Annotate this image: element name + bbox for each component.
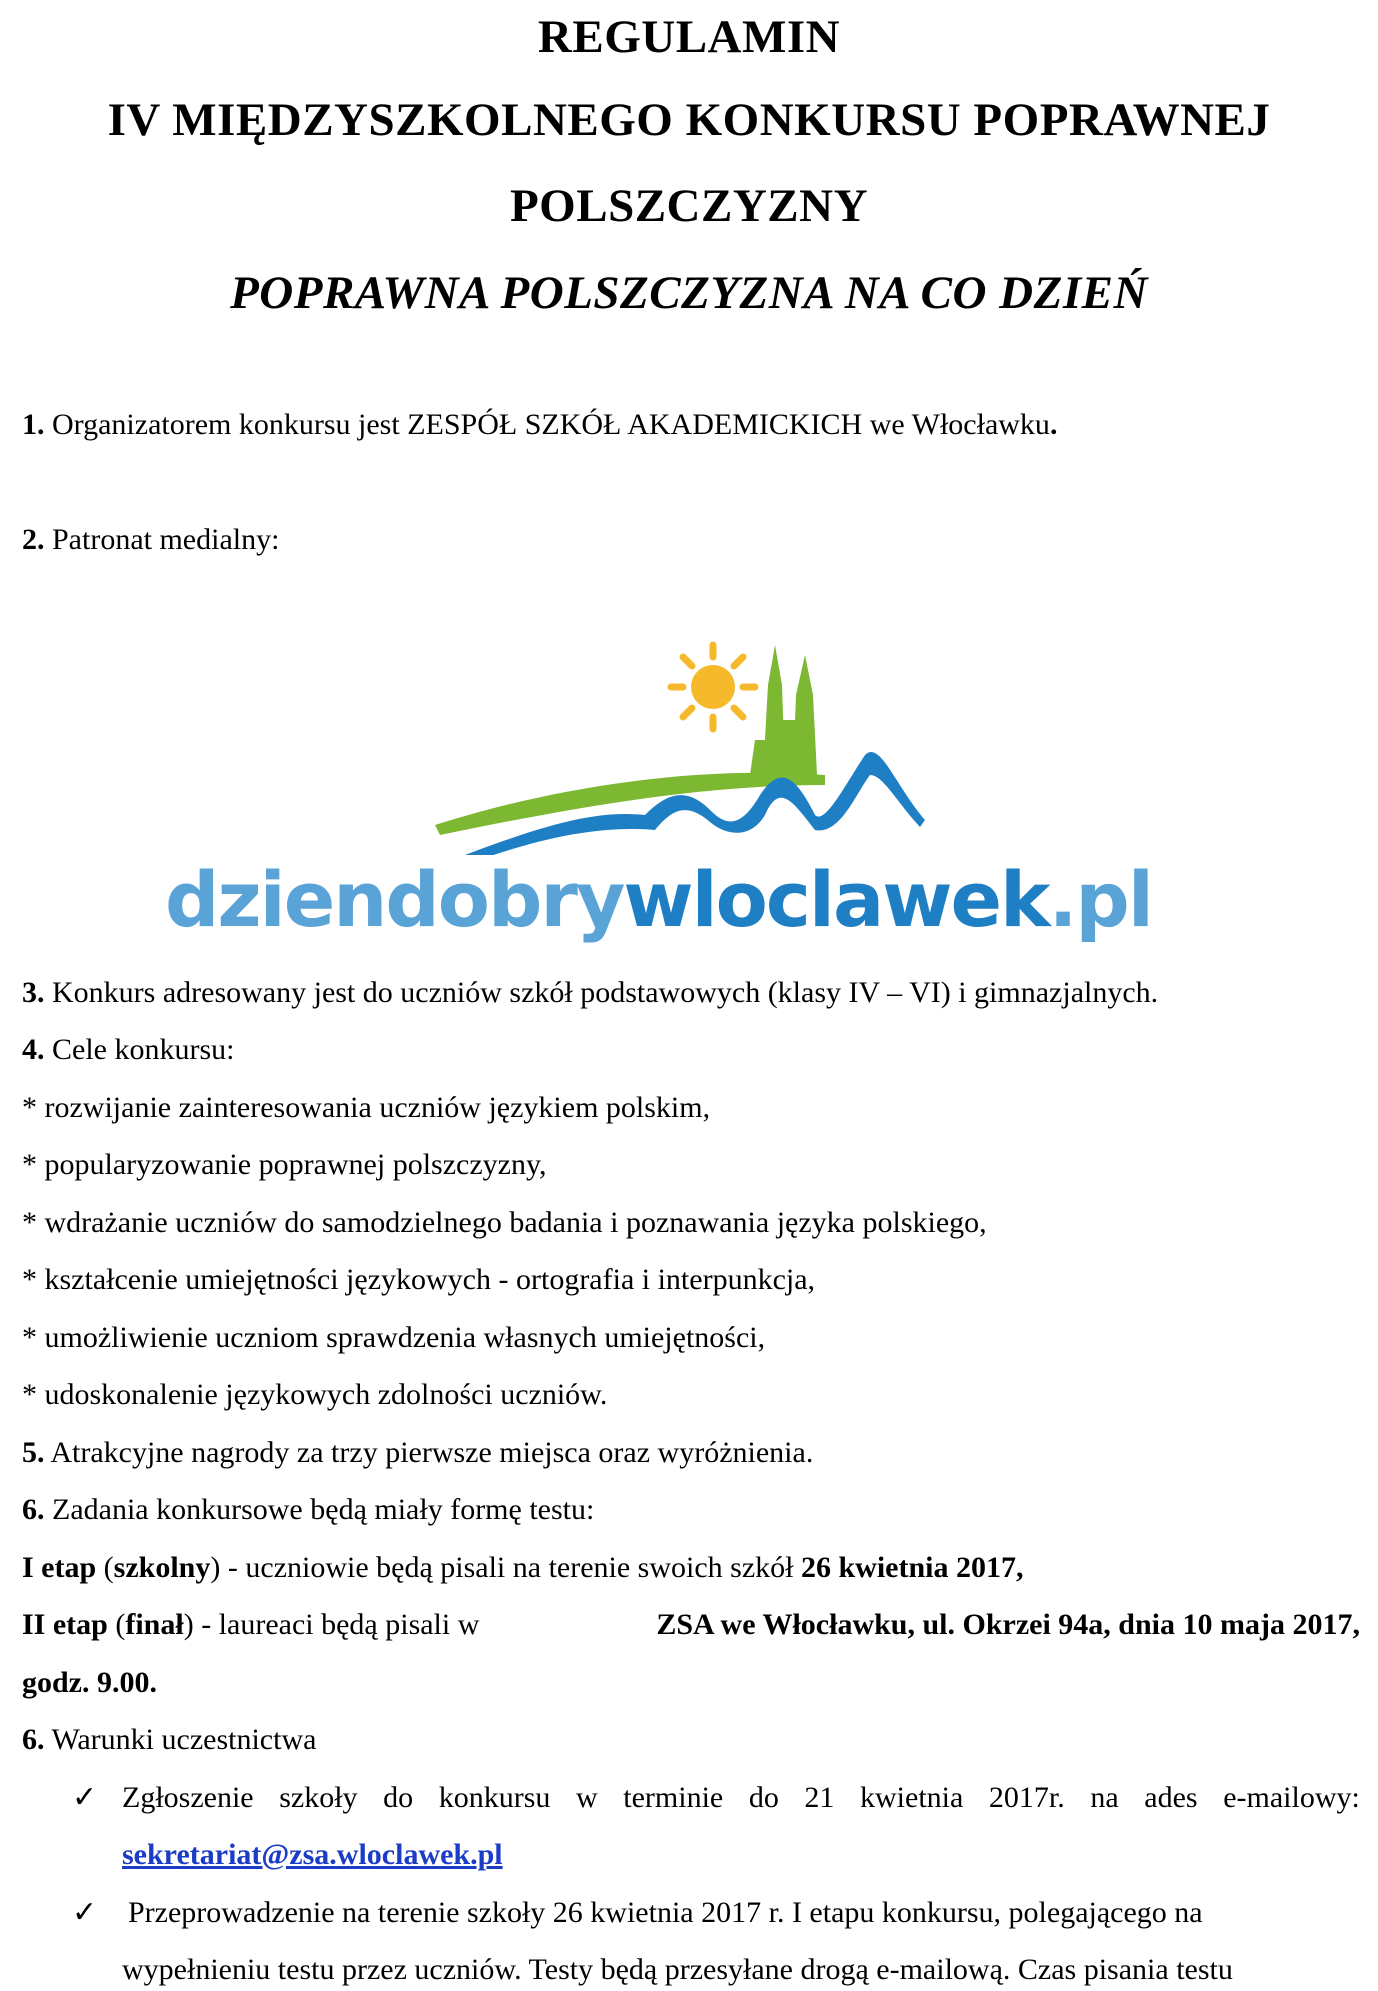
stage-1-type: szkolny <box>113 1551 211 1584</box>
word: szkoły <box>279 1781 358 1814</box>
word: Zgłoszenie <box>122 1781 254 1814</box>
word: w <box>576 1781 598 1814</box>
word: ades <box>1144 1781 1198 1814</box>
word: e-mailowy: <box>1223 1781 1360 1814</box>
stage-2-text: ) - laureaci będą pisali w <box>183 1608 480 1641</box>
sun-icon <box>671 645 755 729</box>
word: konkursu <box>438 1781 551 1814</box>
stage-1-text: ) - uczniowie będą pisali na terenie swoich szkół <box>210 1551 801 1584</box>
section-1 <box>22 410 1057 440</box>
goal-item: * popularyzowanie poprawnej polszczyzny, <box>22 1148 547 1181</box>
section-5 <box>22 1438 813 1468</box>
word: 21 <box>804 1781 835 1814</box>
section-2-text: Patronat medialny: <box>44 523 280 556</box>
stage-2-paren-open: ( <box>107 1608 126 1641</box>
section-3 <box>22 978 1158 1008</box>
section-3-text: Konkurs adresowany jest do uczniów szkół podstawowych (klasy IV – VI) i gimnazjalnych. <box>44 976 1159 1009</box>
stage-1-label: I etap <box>22 1551 97 1584</box>
stage-2-time <box>22 1668 157 1698</box>
stage-2-location-date: ZSA we Włocławku, ul. Okrzei 94a, dnia 10 maja 2017, <box>656 1608 1360 1641</box>
cathedral-icon <box>750 645 817 775</box>
stage-2-label: II etap <box>22 1608 108 1641</box>
logo-part-dziendobry: dziendobry <box>165 855 624 944</box>
section-7-number: 6. <box>22 1723 45 1756</box>
logo-part-wloclawek: wloclawek <box>623 855 1049 944</box>
section-7 <box>22 1725 316 1755</box>
word: 2017r. <box>988 1781 1065 1814</box>
section-5-text: Atrakcyjne nagrody za trzy pierwsze miejsca oraz wyróżnienia. <box>44 1436 814 1469</box>
logo-graphic <box>165 625 1025 855</box>
section-4-number: 4. <box>22 1033 45 1066</box>
checkmark-icon: ✓ <box>72 1781 98 1814</box>
stage-2-left <box>22 1610 479 1640</box>
stage-2-hour: godz. 9.00. <box>22 1666 157 1699</box>
goal-item: * kształcenie umiejętności językowych - ortografia i interpunkcja, <box>22 1263 816 1296</box>
section-2-number: 2. <box>22 523 45 556</box>
subtitle: POPRAWNA POLSZCZYZNA NA CO DZIEŃ <box>230 267 1148 319</box>
email-link[interactable]: sekretariat@zsa.wloclawek.pl <box>122 1838 503 1871</box>
section-4-text: Cele konkursu: <box>44 1033 235 1066</box>
stage-2-type: finał <box>125 1608 184 1641</box>
goal-item: * wdrażanie uczniów do samodzielnego badania i poznawania języka polskiego, <box>22 1206 987 1239</box>
stage-2 <box>22 1610 1360 1640</box>
goal-item: * rozwijanie zainteresowania uczniów językiem polskim, <box>22 1091 711 1124</box>
condition-2-line-2: wypełnieniu testu przez uczniów. Testy będą przesyłane drogą e-mailową. Czas pisania testu <box>122 1953 1233 1986</box>
checkmark-icon: ✓ <box>72 1896 98 1929</box>
logo-wordmark <box>165 855 1152 944</box>
stage-1 <box>22 1553 1024 1583</box>
section-1-number: 1. <box>22 408 45 441</box>
section-4 <box>22 1035 234 1065</box>
word: do <box>383 1781 414 1814</box>
word: na <box>1090 1781 1119 1814</box>
media-patron-logo <box>165 625 1152 960</box>
condition-1-line-2 <box>122 1840 503 1870</box>
section-5-number: 5. <box>22 1436 45 1469</box>
logo-part-pl: .pl <box>1048 855 1152 944</box>
title-regulamin: REGULAMIN <box>537 11 841 63</box>
title-contest-name: IV MIĘDZYSZKOLNEGO KONKURSU POPRAWNEJ <box>107 94 1271 146</box>
section-1-end: . <box>1049 408 1058 441</box>
stage-1-date: 26 kwietnia 2017, <box>801 1551 1024 1584</box>
goal-item: * umożliwienie uczniom sprawdzenia własnych umiejętności, <box>22 1321 766 1354</box>
condition-2-line-1: Przeprowadzenie na terenie szkoły 26 kwietnia 2017 r. I etapu konkursu, polegającego na <box>128 1896 1203 1929</box>
section-6-text: Zadania konkursowe będą miały formę testu: <box>44 1493 595 1526</box>
section-6 <box>22 1495 594 1525</box>
stage-1-paren-open: ( <box>96 1551 114 1584</box>
section-2 <box>22 525 279 555</box>
word: terminie <box>623 1781 724 1814</box>
title-contest-name-cont: POLSZCZYZNY <box>509 180 869 232</box>
word: do <box>748 1781 779 1814</box>
word: kwietnia <box>860 1781 964 1814</box>
section-3-number: 3. <box>22 976 45 1009</box>
section-1-text: Organizatorem konkursu jest ZESPÓŁ SZKÓŁ AKADEMICKICH we Włocławku <box>44 408 1050 441</box>
section-7-text: Warunki uczestnictwa <box>44 1723 317 1756</box>
condition-1-line-1 <box>122 1783 1360 1813</box>
goal-item: * udoskonalenie językowych zdolności uczniów. <box>22 1378 608 1411</box>
section-6-number: 6. <box>22 1493 45 1526</box>
